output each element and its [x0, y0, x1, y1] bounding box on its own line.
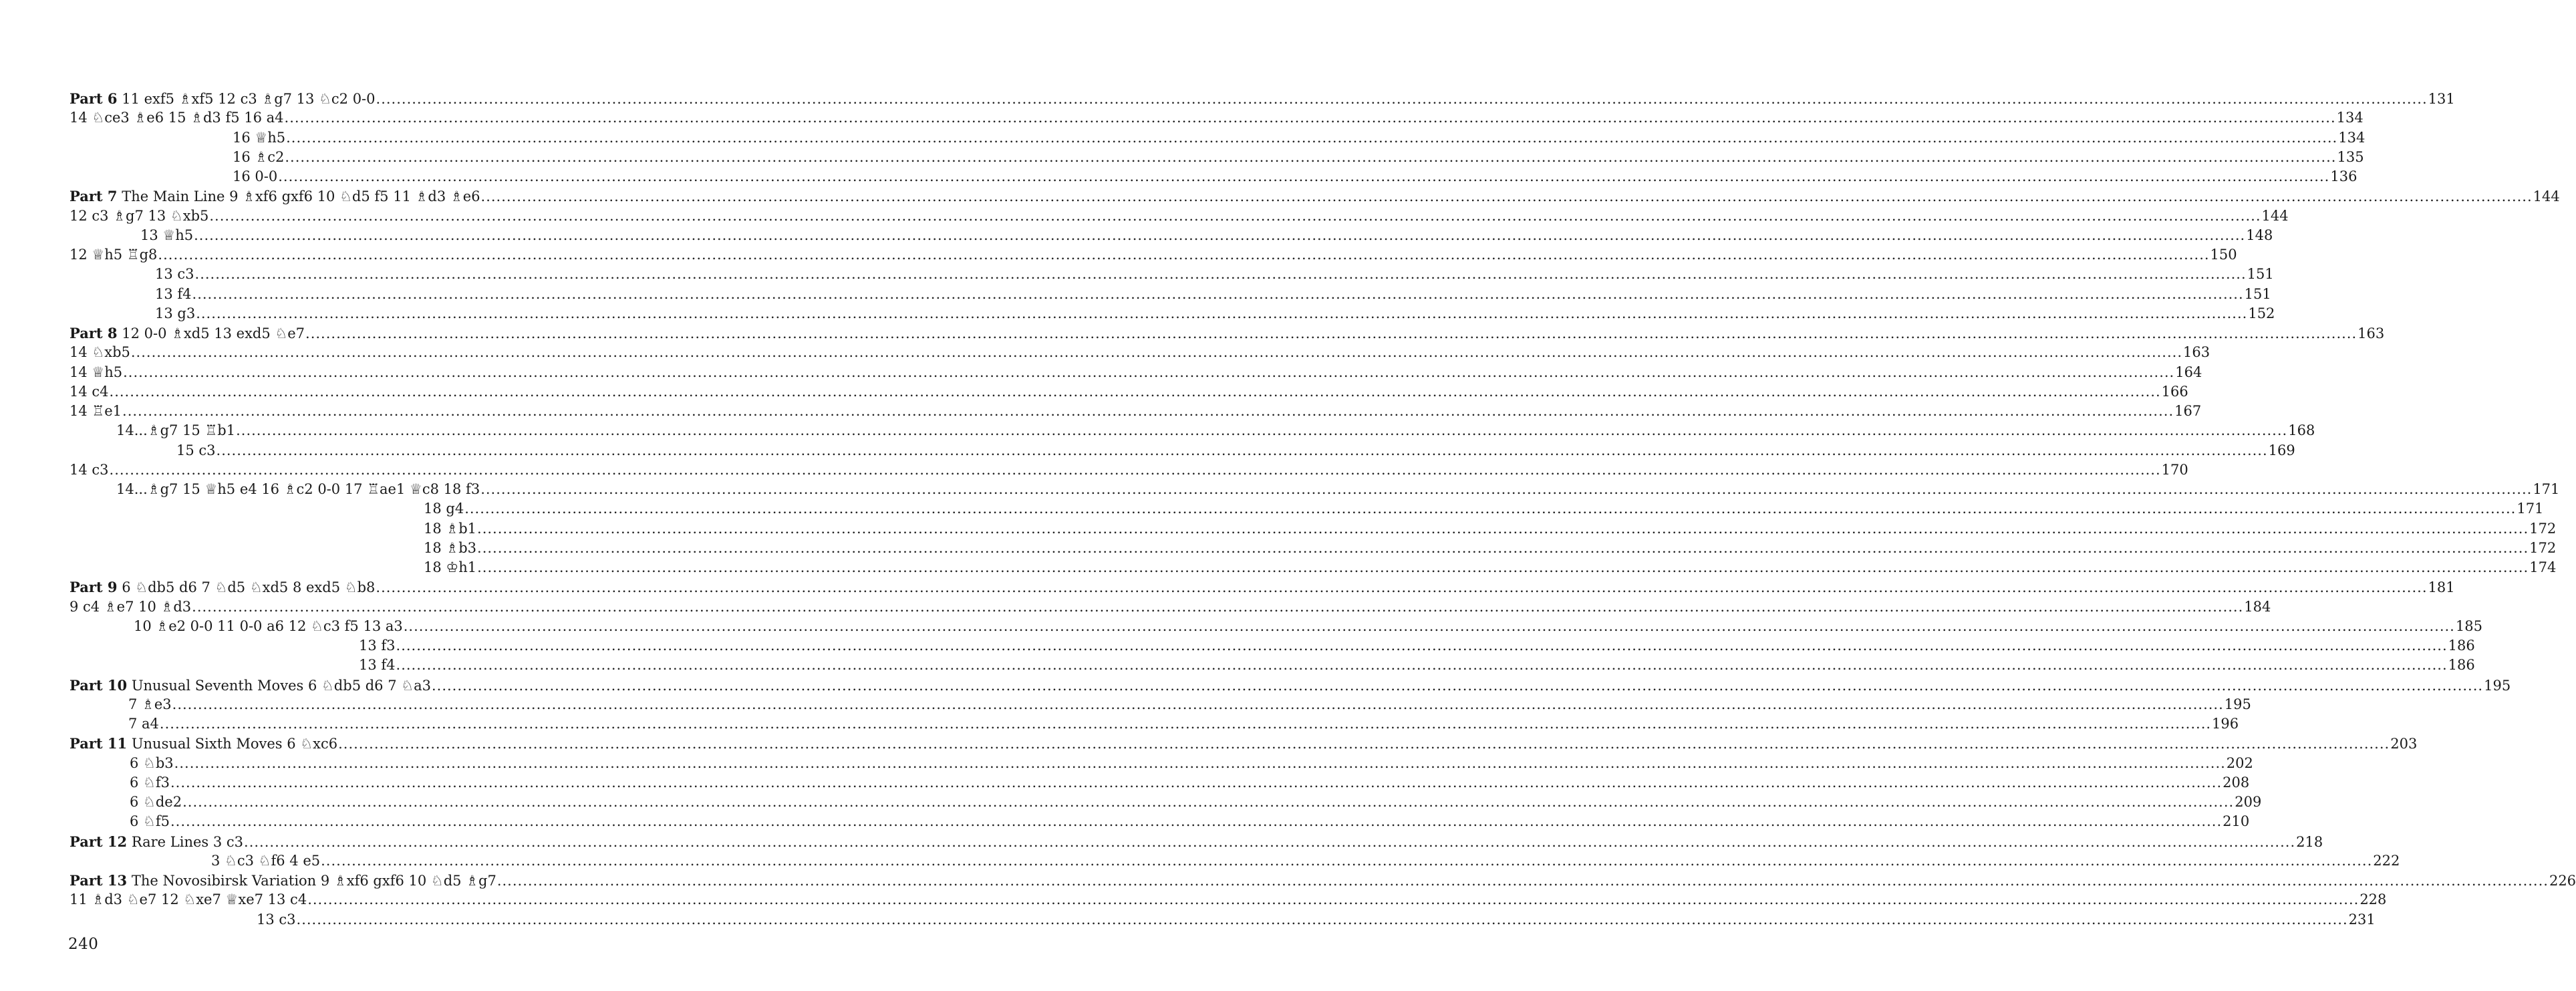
toc-entry-text: 18 ♗b1 [424, 520, 477, 537]
toc-page-number: 210 [2223, 813, 2250, 830]
toc-entry-text: 6 ♘f5 [130, 813, 170, 830]
toc-entry-text: The Novosibirsk Variation 9 ♗xf6 gxf6 10 ♘d5 ♗g7 [131, 873, 496, 889]
dot-leader: ................................................................................................................................................................................................................................................................................................................................................................................................................ [158, 247, 2210, 263]
toc-entry-text: 14 ♘ce3 ♗e6 15 ♗d3 f5 16 a4 [69, 110, 284, 126]
toc-entry-label [69, 148, 284, 167]
toc-page-number: 209 [2235, 794, 2262, 810]
dot-leader: ................................................................................................................................................................................................................................................................................................................................................................................................................ [376, 579, 2428, 596]
toc-entry [69, 460, 2188, 480]
table-of-contents [69, 89, 2576, 930]
toc-entry-text: 16 0-0 [233, 168, 278, 184]
toc-page-number: 228 [2359, 891, 2387, 908]
toc-entry-text: 13 ♕h5 [140, 227, 194, 243]
toc-entry [69, 577, 2455, 597]
toc-page-number: 166 [2161, 383, 2188, 400]
toc-page-number: 144 [2533, 188, 2560, 205]
dot-leader: ................................................................................................................................................................................................................................................................................................................................................................................................................ [216, 442, 2268, 458]
toc-part-heading: Part 9 [69, 579, 118, 596]
toc-page-number: 134 [2336, 110, 2364, 126]
toc-entry-label [69, 871, 496, 891]
toc-entry-label [69, 304, 195, 323]
toc-entry-label [69, 695, 172, 714]
toc-entry-label [69, 128, 285, 148]
dot-leader: ................................................................................................................................................................................................................................................................................................................................................................................................................ [194, 266, 2247, 283]
toc-entry-label [69, 108, 284, 128]
toc-entry-text: 6 ♘b3 [130, 754, 174, 771]
dot-leader: ................................................................................................................................................................................................................................................................................................................................................................................................................ [244, 833, 2296, 850]
toc-entry [69, 343, 2210, 362]
toc-entry [69, 285, 2271, 304]
toc-page-number: 151 [2247, 266, 2274, 283]
toc-entry-label [69, 460, 109, 480]
toc-entry-label [69, 363, 122, 382]
toc-page-number: 222 [2373, 852, 2400, 869]
toc-entry [69, 812, 2250, 831]
toc-entry [69, 265, 2274, 284]
dot-leader: ................................................................................................................................................................................................................................................................................................................................................................................................................ [376, 91, 2428, 107]
toc-entry [69, 89, 2455, 108]
toc-page-number: 144 [2261, 207, 2289, 224]
toc-entry-label [69, 421, 235, 440]
toc-entry-text: 13 f4 [155, 285, 192, 302]
toc-entry-label [69, 480, 480, 499]
dot-leader: ................................................................................................................................................................................................................................................................................................................................................................................................................ [278, 168, 2330, 184]
toc-page-number: 231 [2348, 911, 2376, 928]
toc-entry-label [69, 539, 476, 558]
toc-entry-label [69, 714, 159, 734]
toc-entry-text: 14...♗g7 15 ♖b1 [116, 422, 236, 439]
toc-entry-text: 13 f3 [359, 638, 396, 654]
toc-entry [69, 656, 2475, 675]
toc-page-number: 195 [2224, 696, 2251, 712]
toc-entry-text: 13 c3 [257, 911, 296, 928]
toc-entry-text: Rare Lines 3 c3 [131, 833, 244, 850]
toc-entry [69, 597, 2271, 617]
toc-entry-label [69, 773, 170, 793]
toc-page-number: 172 [2529, 539, 2557, 556]
toc-page-number: 168 [2288, 422, 2315, 439]
dot-leader: ................................................................................................................................................................................................................................................................................................................................................................................................................ [296, 911, 2348, 928]
toc-page-number: 151 [2244, 285, 2271, 302]
dot-leader: ................................................................................................................................................................................................................................................................................................................................................................................................................ [431, 677, 2484, 694]
toc-entry-label [69, 343, 130, 362]
toc-entry [69, 754, 2253, 773]
dot-leader: ................................................................................................................................................................................................................................................................................................................................................................................................................ [174, 754, 2226, 771]
toc-entry-text: 9 c4 ♗e7 10 ♗d3 [69, 598, 192, 615]
toc-entry-text: 14...♗g7 15 ♕h5 e4 16 ♗c2 0-0 17 ♖ae1 ♕c8 18 f3 [116, 481, 480, 497]
toc-entry-label [69, 323, 305, 343]
dot-leader: ................................................................................................................................................................................................................................................................................................................................................................................................................ [122, 403, 2174, 419]
toc-entry-text: 18 ♗b3 [424, 539, 477, 556]
toc-entry [69, 851, 2400, 871]
toc-entry-text: 14 ♖e1 [69, 403, 122, 419]
toc-entry [69, 108, 2364, 128]
toc-entry-text: 3 ♘c3 ♘f6 4 e5 [211, 852, 321, 869]
toc-entry-label [69, 558, 476, 577]
toc-entry-text: 18 g4 [424, 501, 464, 517]
toc-entry-label [69, 577, 375, 597]
dot-leader: ................................................................................................................................................................................................................................................................................................................................................................................................................ [305, 325, 2357, 341]
dot-leader: ................................................................................................................................................................................................................................................................................................................................................................................................................ [236, 422, 2288, 439]
toc-entry [69, 323, 2385, 343]
toc-entry [69, 617, 2482, 636]
dot-leader: ................................................................................................................................................................................................................................................................................................................................................................................................................ [286, 129, 2338, 146]
toc-entry [69, 734, 2418, 753]
toc-entry [69, 206, 2289, 226]
toc-part-heading: Part 13 [69, 872, 128, 889]
toc-entry [69, 421, 2315, 440]
toc-page-number: 181 [2428, 579, 2455, 596]
toc-page-number: 208 [2223, 774, 2250, 791]
dot-leader: ................................................................................................................................................................................................................................................................................................................................................................................................................ [477, 539, 2529, 556]
dot-leader: ................................................................................................................................................................................................................................................................................................................................................................................................................ [464, 501, 2517, 517]
dot-leader: ................................................................................................................................................................................................................................................................................................................................................................................................................ [109, 383, 2161, 400]
toc-entry-text: 6 ♘de2 [130, 794, 182, 810]
toc-entry-label [69, 617, 403, 636]
toc-page-number: 131 [2428, 91, 2455, 107]
toc-entry [69, 793, 2262, 812]
toc-page-number: 174 [2529, 559, 2557, 575]
toc-page-number: 195 [2484, 677, 2511, 694]
toc-page-number: 148 [2246, 227, 2273, 243]
dot-leader: ................................................................................................................................................................................................................................................................................................................................................................................................................ [192, 285, 2244, 302]
toc-entry [69, 480, 2560, 499]
toc-entry [69, 636, 2475, 656]
toc-entry-label [69, 636, 396, 656]
toc-entry-text: 14 c3 [69, 461, 109, 478]
toc-entry [69, 832, 2323, 851]
toc-entry-label [69, 245, 157, 265]
toc-entry-text: 12 ♕h5 ♖g8 [69, 247, 158, 263]
dot-leader: ................................................................................................................................................................................................................................................................................................................................................................................................................ [109, 461, 2161, 478]
toc-page-number: 169 [2268, 442, 2295, 458]
toc-entry-text: 16 ♗c2 [233, 148, 285, 165]
toc-entry-text: 14 ♘xb5 [69, 344, 130, 361]
toc-entry-label [69, 499, 464, 519]
dot-leader: ................................................................................................................................................................................................................................................................................................................................................................................................................ [396, 638, 2448, 654]
toc-entry-label [69, 441, 216, 460]
dot-leader: ................................................................................................................................................................................................................................................................................................................................................................................................................ [321, 852, 2373, 869]
toc-entry-text: 15 c3 [176, 442, 216, 458]
toc-entry-text: 11 exf5 ♗xf5 12 c3 ♗g7 13 ♘c2 0-0 [122, 91, 376, 107]
toc-page-number: 134 [2338, 129, 2366, 146]
toc-entry-text: Unusual Sixth Moves 6 ♘xc6 [131, 736, 338, 752]
toc-entry [69, 148, 2364, 167]
toc-entry-label [69, 265, 194, 284]
toc-part-heading: Part 10 [69, 676, 128, 694]
dot-leader: ................................................................................................................................................................................................................................................................................................................................................................................................................ [403, 617, 2455, 634]
toc-entry-text: 6 ♘f3 [130, 774, 170, 791]
toc-entry [69, 539, 2557, 558]
toc-entry [69, 363, 2202, 382]
page-number: 240 [68, 936, 99, 953]
dot-leader: ................................................................................................................................................................................................................................................................................................................................................................................................................ [192, 598, 2244, 615]
toc-part-heading: Part 8 [69, 325, 118, 341]
toc-page-number: 136 [2330, 168, 2357, 184]
dot-leader: ................................................................................................................................................................................................................................................................................................................................................................................................................ [285, 148, 2337, 165]
toc-entry [69, 499, 2544, 519]
toc-entry [69, 871, 2576, 890]
toc-entry-text: 10 ♗e2 0-0 11 0-0 a6 12 ♘c3 f5 13 a3 [134, 617, 403, 634]
toc-entry-label [69, 793, 182, 812]
toc-entry-label [69, 402, 122, 421]
toc-part-heading: Part 12 [69, 833, 128, 850]
toc-entry [69, 167, 2357, 186]
dot-leader: ................................................................................................................................................................................................................................................................................................................................................................................................................ [307, 891, 2359, 908]
dot-leader: ................................................................................................................................................................................................................................................................................................................................................................................................................ [338, 736, 2390, 752]
toc-entry-label [69, 676, 431, 696]
dot-leader: ................................................................................................................................................................................................................................................................................................................................................................................................................ [284, 110, 2336, 126]
toc-page-number: 163 [2357, 325, 2385, 341]
toc-entry-text: The Main Line 9 ♗xf6 gxf6 10 ♘d5 f5 11 ♗d3 ♗e6 [122, 188, 480, 205]
toc-entry-label [69, 597, 191, 617]
toc-entry-label [69, 832, 243, 852]
toc-page-number: 196 [2212, 716, 2239, 732]
toc-entry-label [69, 910, 296, 930]
dot-leader: ................................................................................................................................................................................................................................................................................................................................................................................................................ [396, 657, 2448, 674]
toc-part-heading: Part 7 [69, 188, 118, 205]
toc-page-number: 135 [2337, 148, 2364, 165]
toc-entry [69, 695, 2251, 714]
toc-entry-label [69, 890, 307, 909]
toc-entry [69, 245, 2237, 265]
toc-page-number: 171 [2517, 501, 2544, 517]
toc-entry [69, 441, 2295, 460]
toc-entry-text: 12 0-0 ♗xd5 13 exd5 ♘e7 [122, 325, 305, 341]
toc-page-number: 171 [2533, 481, 2560, 497]
dot-leader: ................................................................................................................................................................................................................................................................................................................................................................................................................ [172, 696, 2224, 712]
toc-page-number: 186 [2448, 638, 2475, 654]
toc-entry [69, 382, 2188, 402]
toc-entry [69, 519, 2557, 539]
toc-entry [69, 402, 2202, 421]
dot-leader: ................................................................................................................................................................................................................................................................................................................................................................................................................ [196, 305, 2248, 321]
toc-entry [69, 676, 2511, 695]
toc-entry-label [69, 226, 193, 245]
toc-entry-label [69, 812, 170, 831]
toc-entry-label [69, 382, 109, 402]
dot-leader: ................................................................................................................................................................................................................................................................................................................................................................................................................ [496, 873, 2549, 889]
dot-leader: ................................................................................................................................................................................................................................................................................................................................................................................................................ [477, 520, 2529, 537]
toc-page-number: 202 [2226, 754, 2253, 771]
toc-entry-label [69, 167, 277, 186]
toc-entry [69, 186, 2560, 206]
toc-entry-label [69, 851, 320, 871]
toc-entry-label [69, 754, 174, 773]
dot-leader: ................................................................................................................................................................................................................................................................................................................................................................................................................ [170, 813, 2223, 830]
toc-entry-label [69, 734, 337, 754]
toc-entry [69, 910, 2376, 930]
toc-page-number: 170 [2161, 461, 2188, 478]
toc-entry [69, 890, 2387, 909]
dot-leader: ................................................................................................................................................................................................................................................................................................................................................................................................................ [182, 794, 2235, 810]
toc-entry-label [69, 206, 208, 226]
dot-leader: ................................................................................................................................................................................................................................................................................................................................................................................................................ [159, 716, 2212, 732]
toc-page-number: 172 [2529, 520, 2557, 537]
toc-page-number: 218 [2296, 833, 2323, 850]
toc-page-number: 203 [2390, 736, 2418, 752]
toc-page-number: 150 [2210, 247, 2237, 263]
toc-entry-text: 11 ♗d3 ♘e7 12 ♘xe7 ♕xe7 13 c4 [69, 891, 307, 908]
toc-entry-text: 12 c3 ♗g7 13 ♘xb5 [69, 207, 209, 224]
toc-page-number: 184 [2244, 598, 2271, 615]
toc-entry-label [69, 186, 480, 206]
toc-entry-label [69, 656, 396, 675]
toc-entry-text: 7 a4 [128, 716, 159, 732]
dot-leader: ................................................................................................................................................................................................................................................................................................................................................................................................................ [170, 774, 2223, 791]
toc-page-number: 167 [2174, 403, 2202, 419]
dot-leader: ................................................................................................................................................................................................................................................................................................................................................................................................................ [480, 188, 2533, 205]
toc-entry [69, 714, 2239, 734]
toc-entry-text: 14 ♕h5 [69, 364, 123, 380]
dot-leader: ................................................................................................................................................................................................................................................................................................................................................................................................................ [130, 344, 2182, 361]
dot-leader: ................................................................................................................................................................................................................................................................................................................................................................................................................ [123, 364, 2175, 380]
toc-entry-text: 13 c3 [155, 266, 194, 283]
toc-entry-label [69, 285, 192, 304]
toc-entry-text: 18 ♔h1 [424, 559, 477, 575]
toc-page-number: 164 [2175, 364, 2202, 380]
dot-leader: ................................................................................................................................................................................................................................................................................................................................................................................................................ [209, 207, 2261, 224]
toc-entry-text: Unusual Seventh Moves 6 ♘db5 d6 7 ♘a3 [131, 677, 431, 694]
toc-entry [69, 128, 2366, 148]
toc-page-number: 185 [2455, 617, 2482, 634]
toc-part-heading: Part 6 [69, 90, 118, 107]
toc-page-number: 186 [2448, 657, 2475, 674]
toc-entry-text: 13 g3 [155, 305, 196, 321]
dot-leader: ................................................................................................................................................................................................................................................................................................................................................................................................................ [194, 227, 2246, 243]
toc-part-heading: Part 11 [69, 735, 128, 752]
toc-entry [69, 304, 2275, 323]
dot-leader: ................................................................................................................................................................................................................................................................................................................................................................................................................ [480, 481, 2533, 497]
toc-page-number: 226 [2549, 873, 2576, 889]
toc-entry [69, 773, 2250, 793]
toc-entry-text: 16 ♕h5 [233, 129, 286, 146]
dot-leader: ................................................................................................................................................................................................................................................................................................................................................................................................................ [477, 559, 2529, 575]
toc-entry-text: 6 ♘db5 d6 7 ♘d5 ♘xd5 8 exd5 ♘b8 [122, 579, 376, 596]
toc-page-number: 163 [2183, 344, 2210, 361]
toc-entry-text: 14 c4 [69, 383, 109, 400]
toc-entry [69, 558, 2557, 577]
toc-entry-text: 13 f4 [359, 657, 396, 674]
toc-entry-label [69, 89, 376, 109]
toc-entry-text: 7 ♗e3 [128, 696, 172, 712]
toc-entry-label [69, 519, 476, 539]
toc-page-number: 152 [2248, 305, 2275, 321]
toc-entry [69, 226, 2273, 245]
